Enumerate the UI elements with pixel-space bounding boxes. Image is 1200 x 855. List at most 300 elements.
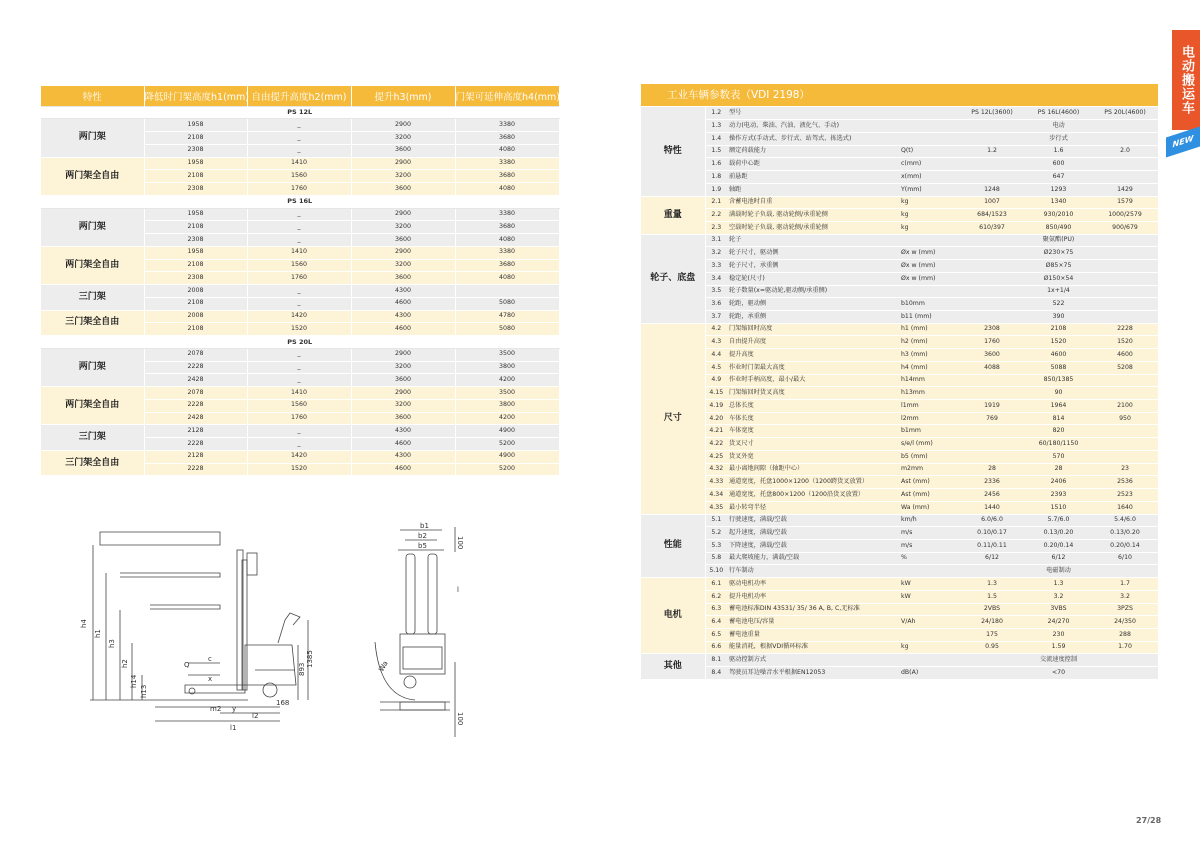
spec-value: 23 — [1092, 463, 1158, 476]
model-label: PS 16L — [41, 195, 559, 208]
spec-value: 0.20/0.14 — [1025, 539, 1092, 552]
spec-number: 4.2 — [705, 323, 727, 336]
new-badge: NEW — [1166, 126, 1200, 157]
spec-row — [641, 107, 1158, 120]
spec-number: 4.21 — [705, 425, 727, 438]
spec-number: 3.6 — [705, 298, 727, 311]
mast-group — [41, 425, 559, 451]
table-cell: 3800 — [455, 399, 559, 412]
spec-unit — [897, 107, 959, 120]
spec-row — [641, 349, 1158, 362]
spec-description: 总体长度 — [727, 400, 897, 413]
spec-row — [641, 641, 1158, 654]
spec-value: 1.6 — [1025, 145, 1092, 158]
spec-value: 2308 — [959, 323, 1025, 336]
spec-unit: Øx w (mm) — [897, 260, 959, 273]
table-cell: 3200 — [351, 399, 455, 412]
spec-row — [641, 361, 1158, 374]
spec-description: 车体宽度 — [727, 425, 897, 438]
spec-value: 4600 — [1025, 349, 1092, 362]
spec-unit: l2mm — [897, 412, 959, 425]
spec-unit: km/h — [897, 514, 959, 527]
spec-row — [641, 234, 1158, 247]
mast-group-label: 两门架 — [41, 208, 144, 246]
spec-unit: b1mm — [897, 425, 959, 438]
table-cell: 4200 — [455, 412, 559, 425]
spec-value: 5.7/6.0 — [1025, 514, 1092, 527]
spec-unit: Øx w (mm) — [897, 247, 959, 260]
table-cell: 3680 — [455, 132, 559, 145]
dim-b5: b5 — [418, 542, 427, 550]
spec-value: 6.0/6.0 — [959, 514, 1025, 527]
model-row — [41, 106, 559, 119]
spec-description: 门架缩回时高度 — [727, 323, 897, 336]
dim-100-bottom: 100 — [456, 712, 464, 726]
table-cell: 3600 — [351, 183, 455, 196]
table-cell: 2900 — [351, 348, 455, 361]
table-cell: 4780 — [455, 310, 559, 323]
header-h4: 门架可延伸高度h4(mm) — [455, 86, 559, 106]
spec-unit — [897, 603, 959, 616]
table-cell: _ — [247, 297, 351, 310]
spec-unit: V/Ah — [897, 616, 959, 629]
spec-number: 4.19 — [705, 400, 727, 413]
spec-number: 5.10 — [705, 565, 727, 578]
spec-value: 850/490 — [1025, 221, 1092, 234]
spec-value-shared: 步行式 — [959, 132, 1158, 145]
table-cell: 2900 — [351, 387, 455, 400]
spec-value-shared: 60/180/1150 — [959, 438, 1158, 451]
table-cell: 1760 — [247, 412, 351, 425]
spec-unit — [897, 628, 959, 641]
dim-b2: b2 — [418, 532, 427, 540]
spec-description: 载荷中心距 — [727, 158, 897, 171]
spec-number: 3.2 — [705, 247, 727, 260]
table-row — [41, 348, 559, 361]
table-cell: 1560 — [247, 399, 351, 412]
table-cell: 1958 — [144, 119, 247, 132]
spec-row — [641, 158, 1158, 171]
spec-value-shared: 390 — [959, 311, 1158, 324]
spec-row — [641, 196, 1158, 209]
spec-row — [641, 425, 1158, 438]
dim-h3: h3 — [108, 639, 116, 648]
spec-value: 1919 — [959, 400, 1025, 413]
spec-number: 8.4 — [705, 667, 727, 680]
spec-value: 1.7 — [1092, 578, 1158, 591]
spec-unit — [897, 234, 959, 247]
spec-value: 5208 — [1092, 361, 1158, 374]
table-cell: 1560 — [247, 170, 351, 183]
table-cell: 2228 — [144, 361, 247, 374]
table-cell: 4300 — [351, 285, 455, 298]
table-cell: 1410 — [247, 157, 351, 170]
spec-value: 0.13/0.20 — [1092, 527, 1158, 540]
spec-description: 通道宽度，托盘1000×1200（1200跨货叉放置） — [727, 476, 897, 489]
table-cell: 1958 — [144, 157, 247, 170]
spec-value-shared: 647 — [959, 171, 1158, 184]
spec-value: 1429 — [1092, 183, 1158, 196]
spec-unit: kg — [897, 641, 959, 654]
spec-description: 蓄电池电压/容量 — [727, 616, 897, 629]
spec-unit: % — [897, 552, 959, 565]
spec-category — [641, 107, 1158, 196]
spec-row — [641, 667, 1158, 680]
table-cell: 2428 — [144, 412, 247, 425]
mast-group-label: 两门架全自由 — [41, 157, 144, 195]
spec-value: 230 — [1025, 628, 1092, 641]
spec-value: 175 — [959, 628, 1025, 641]
spec-description: 驾驶员耳边噪音水平根据EN12053 — [727, 667, 897, 680]
spec-number: 4.22 — [705, 438, 727, 451]
spec-number: 6.2 — [705, 590, 727, 603]
header-h2: 自由提升高度h2(mm) — [247, 86, 351, 106]
spec-row — [641, 387, 1158, 400]
spec-value-shared: 90 — [959, 387, 1158, 400]
table-cell: _ — [247, 425, 351, 438]
spec-description: 最小离地间隙（轴距中心） — [727, 463, 897, 476]
spec-value-shared: Ø230×75 — [959, 247, 1158, 260]
spec-unit: Ast (mm) — [897, 476, 959, 489]
table-cell: 2308 — [144, 234, 247, 247]
table-cell: 2228 — [144, 463, 247, 476]
spec-unit: Ast (mm) — [897, 489, 959, 502]
spec-row — [641, 552, 1158, 565]
spec-description: 前悬距 — [727, 171, 897, 184]
table-row — [41, 450, 559, 463]
spec-row — [641, 272, 1158, 285]
spec-number: 4.25 — [705, 450, 727, 463]
spec-number: 3.1 — [705, 234, 727, 247]
spec-description: 满载时轮子负载, 驱动轮侧/承重轮侧 — [727, 209, 897, 222]
table-row — [41, 425, 559, 438]
spec-row — [641, 628, 1158, 641]
spec-unit: dB(A) — [897, 667, 959, 680]
spec-description: 轮距，承重侧 — [727, 311, 897, 324]
mast-table-header — [41, 86, 559, 106]
spec-number: 1.3 — [705, 120, 727, 133]
mast-group — [41, 246, 559, 284]
spec-description: 轴距 — [727, 183, 897, 196]
table-cell: 1958 — [144, 246, 247, 259]
model-label: PS 20L — [41, 336, 559, 349]
spec-value: 1640 — [1092, 501, 1158, 514]
spec-row — [641, 489, 1158, 502]
spec-category-label: 尺寸 — [641, 323, 705, 514]
mast-group — [41, 285, 559, 311]
table-cell: 4080 — [455, 234, 559, 247]
spec-row — [641, 145, 1158, 158]
table-cell: 3200 — [351, 170, 455, 183]
table-cell: 4600 — [351, 297, 455, 310]
dim-x: x — [208, 675, 213, 683]
spec-unit — [897, 132, 959, 145]
spec-description: 轮子尺寸，承重侧 — [727, 260, 897, 273]
spec-category — [641, 578, 1158, 654]
table-cell: 1520 — [247, 323, 351, 336]
dim-h2: h2 — [121, 659, 129, 668]
spec-unit: kg — [897, 196, 959, 209]
spec-description: 能量消耗，根据VDI循环标准 — [727, 641, 897, 654]
spec-unit: Y(mm) — [897, 183, 959, 196]
spec-unit: Q(t) — [897, 145, 959, 158]
side-view-drawing — [80, 525, 320, 740]
spec-number: 6.1 — [705, 578, 727, 591]
spec-number: 4.32 — [705, 463, 727, 476]
spec-number: 6.4 — [705, 616, 727, 629]
spec-value: 1.70 — [1092, 641, 1158, 654]
spec-number: 8.1 — [705, 654, 727, 667]
spec-row — [641, 298, 1158, 311]
spec-unit: m/s — [897, 527, 959, 540]
spec-row — [641, 132, 1158, 145]
table-cell: 2108 — [144, 170, 247, 183]
table-row — [41, 387, 559, 400]
top-view-drawing — [370, 522, 480, 742]
table-cell: 3200 — [351, 259, 455, 272]
spec-unit: b11 (mm) — [897, 311, 959, 324]
spec-value: 684/1523 — [959, 209, 1025, 222]
spec-description: 作业时门架最大高度 — [727, 361, 897, 374]
spec-value: 24/350 — [1092, 616, 1158, 629]
spec-row — [641, 463, 1158, 476]
spec-description: 稳定轮(尺寸) — [727, 272, 897, 285]
spec-unit — [897, 654, 959, 667]
mast-group — [41, 310, 559, 336]
table-cell: 2008 — [144, 310, 247, 323]
dim-100-top: 100 — [456, 536, 464, 550]
spec-value: PS 20L(4600) — [1092, 107, 1158, 120]
spec-row — [641, 209, 1158, 222]
table-cell: 2108 — [144, 132, 247, 145]
spec-description: 提升电机功率 — [727, 590, 897, 603]
spec-value: 950 — [1092, 412, 1158, 425]
model-row — [41, 195, 559, 208]
spec-value-shared: Ø85×75 — [959, 260, 1158, 273]
spec-row — [641, 221, 1158, 234]
spec-number: 4.4 — [705, 349, 727, 362]
spec-number: 2.2 — [705, 209, 727, 222]
spec-number: 4.5 — [705, 361, 727, 374]
spec-unit — [897, 565, 959, 578]
spec-table-title: 工业车辆参数表（VDI 2198） — [641, 84, 1158, 106]
spec-value: 0.13/0.20 — [1025, 527, 1092, 540]
spec-value: 28 — [1025, 463, 1092, 476]
table-cell: 4300 — [351, 310, 455, 323]
table-cell: 4900 — [455, 425, 559, 438]
spec-value: 5088 — [1025, 361, 1092, 374]
right-fork — [428, 554, 437, 634]
mast-group-label: 三门架全自由 — [41, 310, 144, 336]
dim-1385: 1385 — [306, 650, 314, 668]
mast-group-label: 两门架 — [41, 119, 144, 157]
spec-value-shared: 600 — [959, 158, 1158, 171]
spec-value-shared: 电磁制动 — [959, 565, 1158, 578]
dim-l: l — [457, 586, 459, 594]
spec-value: 6/12 — [959, 552, 1025, 565]
mast-group — [41, 208, 559, 246]
spec-unit: Øx w (mm) — [897, 272, 959, 285]
spec-description: 自由提升高度 — [727, 336, 897, 349]
table-cell: 1958 — [144, 208, 247, 221]
table-cell: 1420 — [247, 310, 351, 323]
mast-group — [41, 450, 559, 476]
table-cell: 3680 — [455, 170, 559, 183]
table-cell: 2128 — [144, 450, 247, 463]
spec-unit: h14mm — [897, 374, 959, 387]
dim-h4: h4 — [80, 619, 88, 628]
dim-h13: h13 — [140, 684, 148, 698]
spec-description: 最大爬坡能力，满载/空载 — [727, 552, 897, 565]
spec-category — [641, 323, 1158, 514]
dim-l2: l2 — [252, 712, 259, 720]
spec-row — [641, 285, 1158, 298]
table-cell: 3600 — [351, 144, 455, 157]
spec-value: 1510 — [1025, 501, 1092, 514]
table-cell: 1410 — [247, 246, 351, 259]
table-cell: _ — [247, 361, 351, 374]
spec-row — [641, 590, 1158, 603]
spec-value: 2VBS — [959, 603, 1025, 616]
spec-value-shared: 850/1385 — [959, 374, 1158, 387]
spec-unit: kW — [897, 590, 959, 603]
spec-description: 门架缩回时货叉高度 — [727, 387, 897, 400]
table-cell: 2008 — [144, 285, 247, 298]
mast-group — [41, 387, 559, 425]
spec-value: 2536 — [1092, 476, 1158, 489]
spec-value: 2456 — [959, 489, 1025, 502]
spec-row — [641, 476, 1158, 489]
dim-c: c — [208, 655, 212, 663]
spec-description: 空载时轮子负载, 驱动轮侧/承重轮侧 — [727, 221, 897, 234]
table-cell: 4300 — [351, 425, 455, 438]
spec-description: 含蓄电池时自重 — [727, 196, 897, 209]
spec-value: 2393 — [1025, 489, 1092, 502]
dim-m2: m2 — [210, 705, 222, 713]
spec-unit: h2 (mm) — [897, 336, 959, 349]
spec-number: 6.5 — [705, 628, 727, 641]
table-cell: _ — [247, 234, 351, 247]
spec-description: 车体长度 — [727, 412, 897, 425]
table-cell: 2900 — [351, 208, 455, 221]
spec-value: 1.2 — [959, 145, 1025, 158]
table-cell: 4080 — [455, 272, 559, 285]
spec-value-shared: 交流速度控制 — [959, 654, 1158, 667]
chassis — [245, 645, 296, 685]
spec-value: 1.3 — [959, 578, 1025, 591]
spec-value: 2.0 — [1092, 145, 1158, 158]
model-label: PS 12L — [41, 106, 559, 119]
table-cell: 3500 — [455, 348, 559, 361]
spec-row — [641, 183, 1158, 196]
spec-number: 2.1 — [705, 196, 727, 209]
spec-unit — [897, 120, 959, 133]
table-cell: 2228 — [144, 438, 247, 451]
spec-unit: b5 (mm) — [897, 450, 959, 463]
spec-unit: m2mm — [897, 463, 959, 476]
model-section — [41, 336, 559, 349]
spec-description: 起升速度，满载/空载 — [727, 527, 897, 540]
spec-number: 1.4 — [705, 132, 727, 145]
spec-category-label: 电机 — [641, 578, 705, 654]
spec-category-label: 重量 — [641, 196, 705, 234]
spec-description: 额定荷载能力 — [727, 145, 897, 158]
spec-value: 0.11/0.11 — [959, 539, 1025, 552]
mast-group — [41, 348, 559, 386]
spec-value: 1964 — [1025, 400, 1092, 413]
spec-value-shared: Ø150×54 — [959, 272, 1158, 285]
table-cell: 4600 — [351, 323, 455, 336]
table-row — [41, 119, 559, 132]
page-number: 27/28 — [1136, 816, 1162, 825]
table-row — [41, 310, 559, 323]
table-cell: 1760 — [247, 272, 351, 285]
category-side-tab: 电动搬运车 — [1172, 30, 1200, 130]
spec-value: 930/2010 — [1025, 209, 1092, 222]
drive-wheel — [404, 676, 416, 688]
spec-value: 6/12 — [1025, 552, 1092, 565]
table-cell: 2900 — [351, 157, 455, 170]
table-cell: 5080 — [455, 323, 559, 336]
spec-row — [641, 438, 1158, 451]
spec-description: 货叉尺寸 — [727, 438, 897, 451]
spec-description: 作业时手柄高度，最小/最大 — [727, 374, 897, 387]
table-cell: 4600 — [351, 438, 455, 451]
spec-row — [641, 260, 1158, 273]
model-row — [41, 336, 559, 349]
table-cell: 3380 — [455, 119, 559, 132]
spec-value: 2523 — [1092, 489, 1158, 502]
spec-category — [641, 654, 1158, 679]
spec-row — [641, 400, 1158, 413]
spec-unit: kW — [897, 578, 959, 591]
table-cell: 3380 — [455, 246, 559, 259]
spec-row — [641, 412, 1158, 425]
table-cell: 2108 — [144, 259, 247, 272]
mast-height-table — [41, 86, 560, 476]
spec-unit: l1mm — [897, 400, 959, 413]
dim-h1: h1 — [94, 629, 102, 638]
spec-value: 3600 — [959, 349, 1025, 362]
table-cell: _ — [247, 119, 351, 132]
spec-value: 1293 — [1025, 183, 1092, 196]
spec-value-shared: 1x+1/4 — [959, 285, 1158, 298]
spec-description: 轮子尺寸，驱动侧 — [727, 247, 897, 260]
table-cell: 3500 — [455, 387, 559, 400]
table-cell: 2128 — [144, 425, 247, 438]
spec-value: 1440 — [959, 501, 1025, 514]
table-cell: _ — [247, 374, 351, 387]
spec-value: 610/397 — [959, 221, 1025, 234]
dim-wa: Wa — [377, 659, 390, 673]
spec-row — [641, 311, 1158, 324]
spec-value: 1248 — [959, 183, 1025, 196]
spec-row — [641, 374, 1158, 387]
table-cell: 3200 — [351, 132, 455, 145]
spec-number: 5.1 — [705, 514, 727, 527]
spec-value: 4600 — [1092, 349, 1158, 362]
spec-value: PS 16L(4600) — [1025, 107, 1092, 120]
spec-value: 1520 — [1025, 336, 1092, 349]
spec-value-shared: 聚氨酯(PU) — [959, 234, 1158, 247]
spec-row — [641, 247, 1158, 260]
spec-value: 28 — [959, 463, 1025, 476]
table-cell: _ — [247, 285, 351, 298]
mast-group-label: 三门架全自由 — [41, 450, 144, 476]
table-cell: 2900 — [351, 119, 455, 132]
spec-description: 轮距，驱动侧 — [727, 298, 897, 311]
spec-value-shared: 570 — [959, 450, 1158, 463]
